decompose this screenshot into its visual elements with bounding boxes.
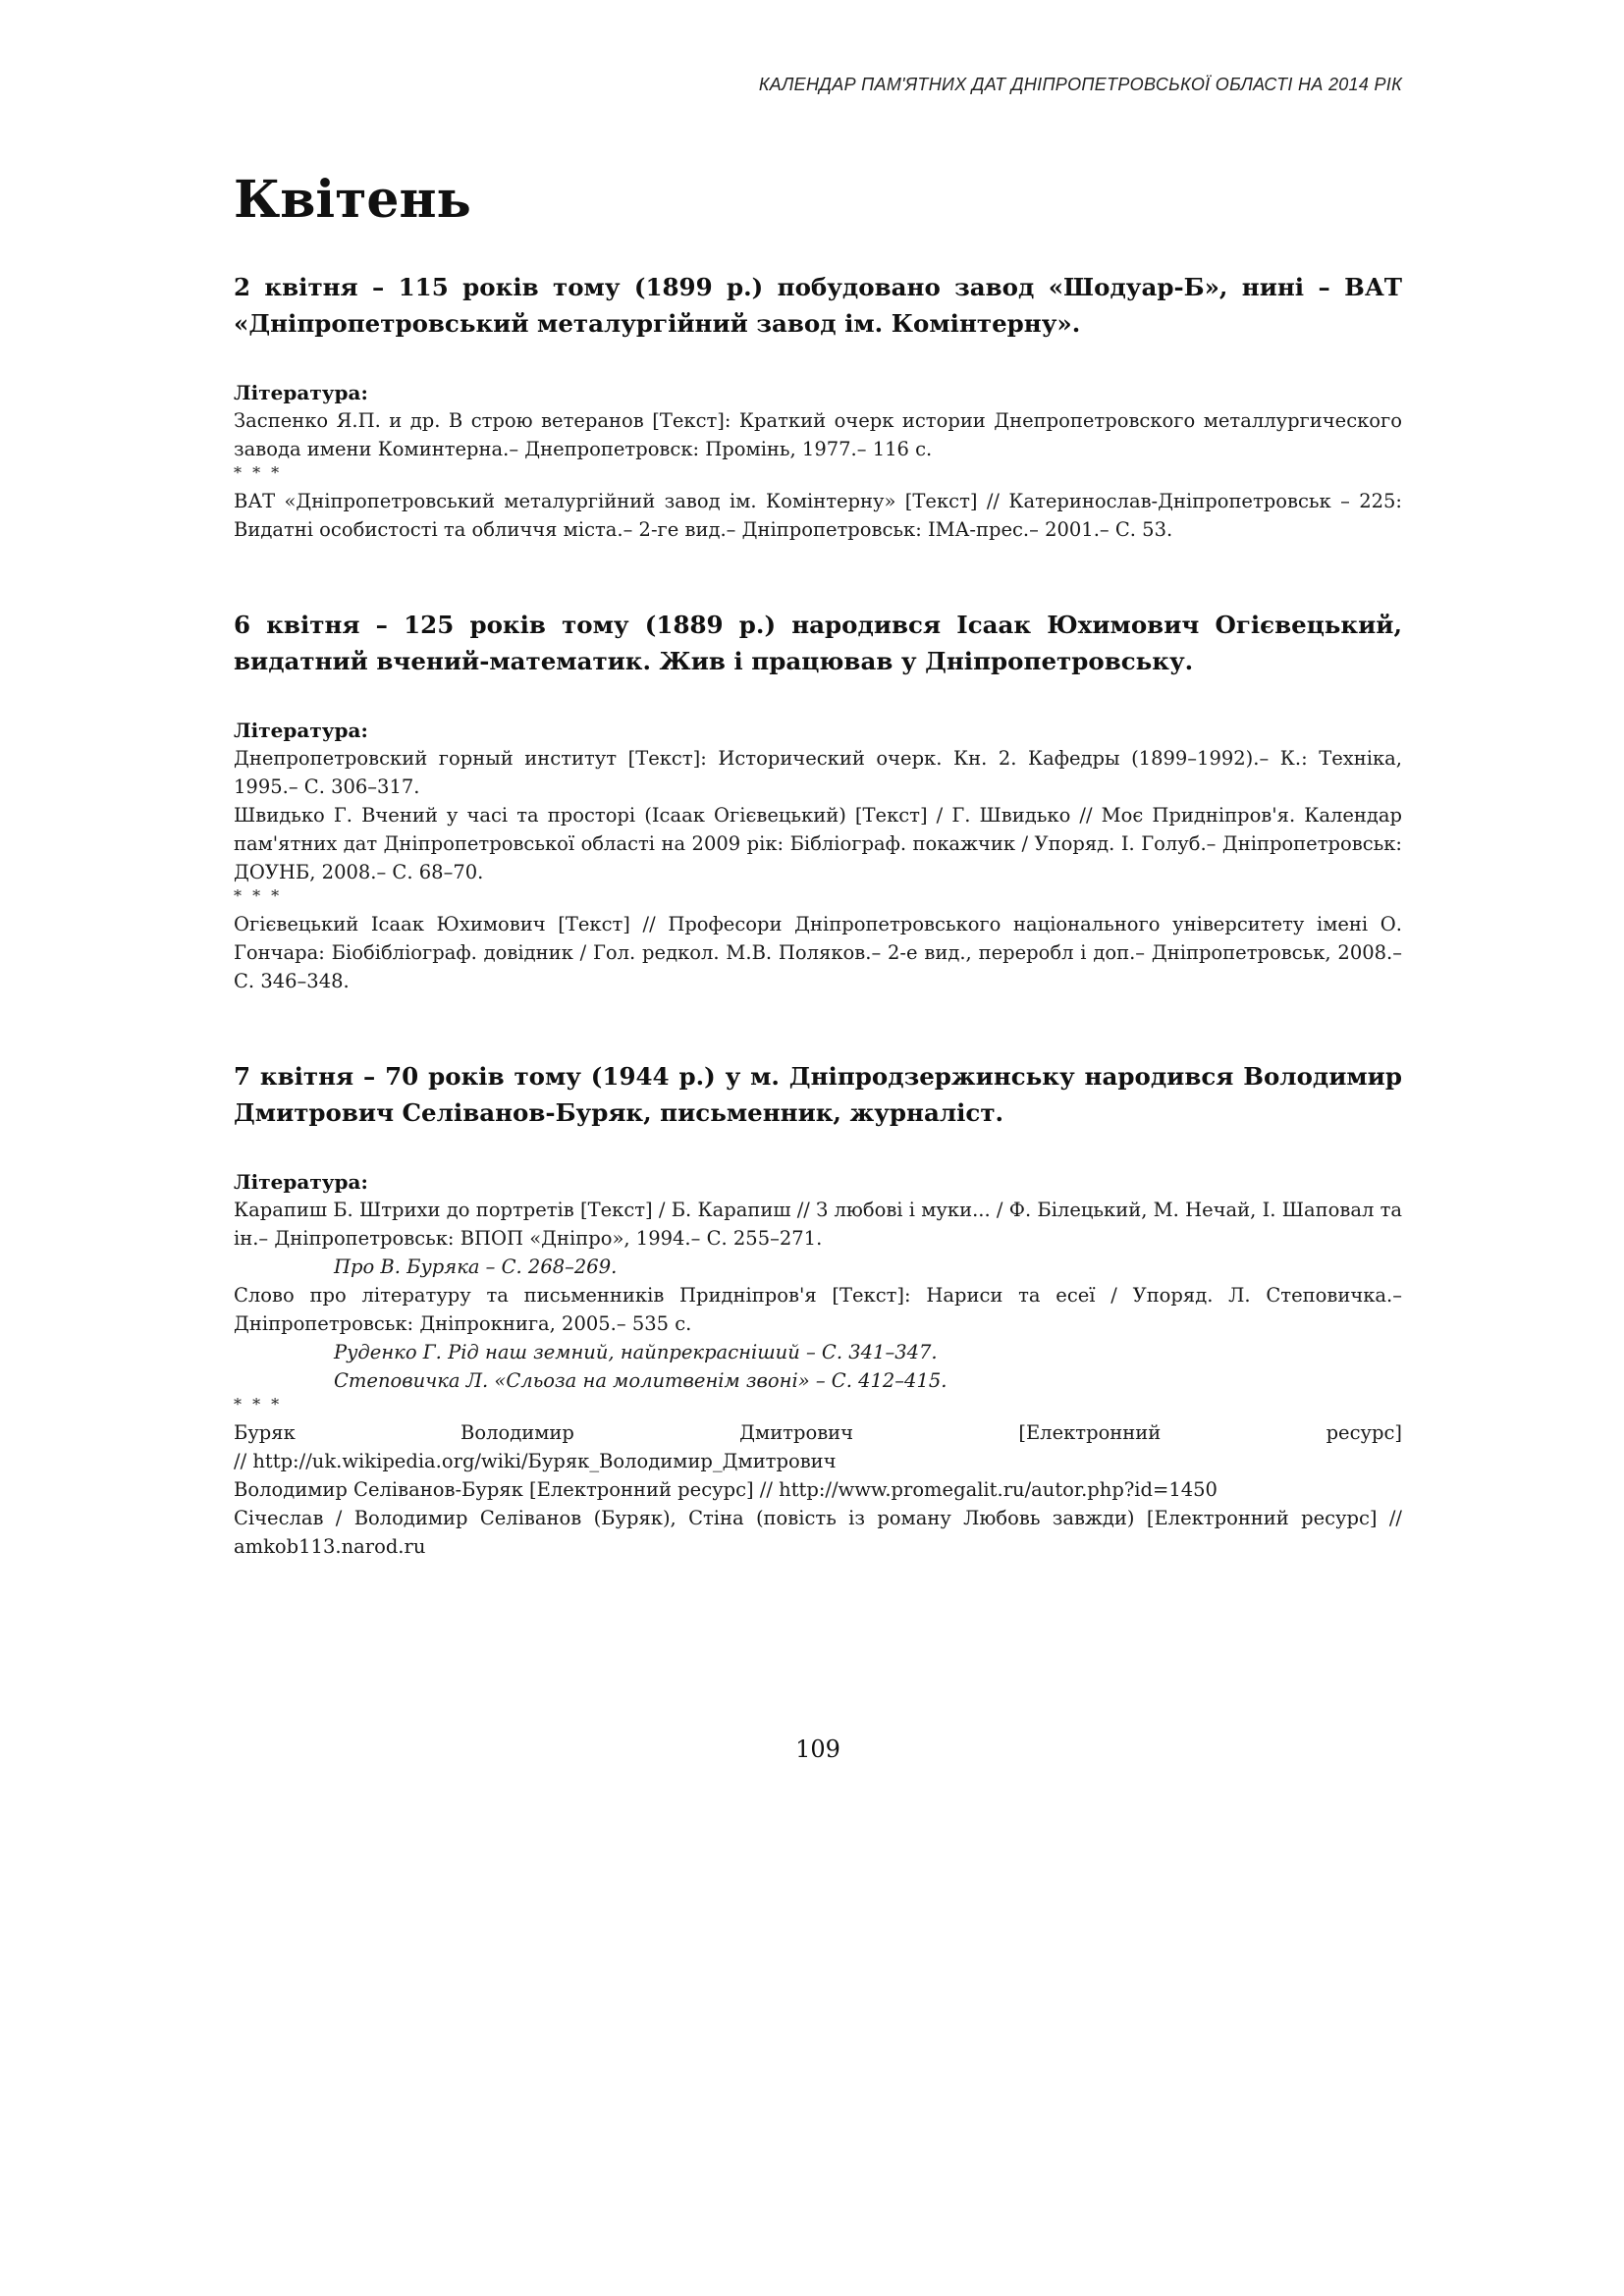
reference-item: Днепропетровский горный институт [Текст]: Исторический очерк. Кн. 2. Кафедры (1899–1992).– К.: Техніка, 1995.– С. 306–317. — [234, 747, 1402, 798]
date-entry — [234, 269, 1402, 544]
month-title: Квітень — [234, 170, 471, 230]
reference-item: Заспенко Я.П. и др. В строю ветеранов [Текст]: Краткий очерк истории Днепропетровского металлургического завода имени Коминтерна.– Днепропетровск: Промінь, 1977.– 116 с. — [234, 409, 1402, 460]
date-entry — [234, 1058, 1402, 1561]
running-header: КАЛЕНДАР ПАМ'ЯТНИХ ДАТ ДНІПРОПЕТРОВСЬКОЇ ОБЛАСТІ НА 2014 РІК — [758, 75, 1402, 94]
reference-item: Буряк Володимир Дмитрович [Електронний ресурс] — [234, 1421, 1402, 1444]
date-entry — [234, 607, 1402, 995]
reference-item: Слово про літературу та письменників Придніпров'я [Текст]: Нариси та есеї / Упоряд. Л. Степовичка.– Дніпропетровськ: Дніпрокнига, 2005.– 535 с. — [234, 1284, 1402, 1335]
reference-item: Огієвецький Ісаак Юхимович [Текст] // Професори Дніпропетровського національного університету імені О. Гончара: Біобібліограф. довідник / Гол. редкол. М.В. Поляков.– 2-е вид., переробл і доп.– Дніпропетровськ, 2008.– С. 346–348. — [234, 913, 1402, 992]
literature-block — [234, 1168, 1402, 1561]
separator-stars: * * * — [234, 886, 283, 905]
reference-item: Володимир Селіванов-Буряк [Електронний ресурс] // http://www.promegalit.ru/autor.php?id=1450 — [234, 1478, 1218, 1501]
entries-list — [234, 269, 1402, 1561]
document-page — [234, 0, 1402, 2296]
literature-label: Література: — [234, 381, 368, 404]
separator-stars: * * * — [234, 1395, 283, 1414]
entry-heading: 6 квітня – 125 років тому (1889 р.) народився Ісаак Юхимович Огієвецький, видатний вчений-математик. Жив і працював у Дніпропетровську. — [234, 611, 1402, 675]
reference-item: Швидько Г. Вчений у часі та просторі (Ісаак Огієвецький) [Текст] / Г. Швидько // Моє Придніпров'я. Календар пам'ятних дат Дніпропетровської області на 2009 рік: Бібліограф. покажчик / Упоряд. І. Голуб.– Дніпропетровськ: ДОУНБ, 2008.– С. 68–70. — [234, 804, 1402, 883]
reference-subitem: Степовичка Л. «Сльоза на молитвенім звоні» – С. 412–415. — [334, 1369, 947, 1392]
entry-heading: 2 квітня – 115 років тому (1899 р.) побудовано завод «Шодуар-Б», нині – ВАТ «Дніпропетровський металургійний завод ім. Комінтерну». — [234, 273, 1402, 338]
separator-stars: * * * — [234, 463, 283, 482]
reference-item: Карапиш Б. Штрихи до портретів [Текст] / Б. Карапиш // З любові і муки... / Ф. Білецький, М. Нечай, І. Шаповал та ін.– Дніпропетровськ: ВПОП «Дніпро», 1994.– С. 255–271. — [234, 1199, 1402, 1250]
reference-item: ВАТ «Дніпропетровський металургійний завод ім. Комінтерну» [Текст] // Катеринослав-Дніпропетровськ – 225: Видатні особистості та обличчя міста.– 2-ге вид.– Дніпропетровськ: ІМА-прес.– 2001.– С. 53. — [234, 490, 1402, 541]
literature-label: Література: — [234, 719, 368, 742]
reference-item: Січеслав / Володимир Селіванов (Буряк), Стіна (повість із роману Любовь завжди) [Електронний ресурс] // amkob113.narod.ru — [234, 1507, 1402, 1558]
entry-heading: 7 квітня – 70 років тому (1944 р.) у м. Дніпродзержинську народився Володимир Дмитрович Селіванов-Буряк, письменник, журналіст. — [234, 1062, 1402, 1127]
reference-url: // http://uk.wikipedia.org/wiki/Буряк_Володимир_Дмитрович — [234, 1450, 837, 1472]
reference-subitem: Руденко Г. Рід наш земний, найпрекрасніший – С. 341–347. — [334, 1341, 938, 1363]
literature-block — [234, 717, 1402, 995]
reference-subitem: Про В. Буряка – С. 268–269. — [334, 1255, 618, 1278]
page-number: 109 — [795, 1735, 840, 1763]
literature-block — [234, 379, 1402, 544]
literature-label: Література: — [234, 1170, 368, 1194]
